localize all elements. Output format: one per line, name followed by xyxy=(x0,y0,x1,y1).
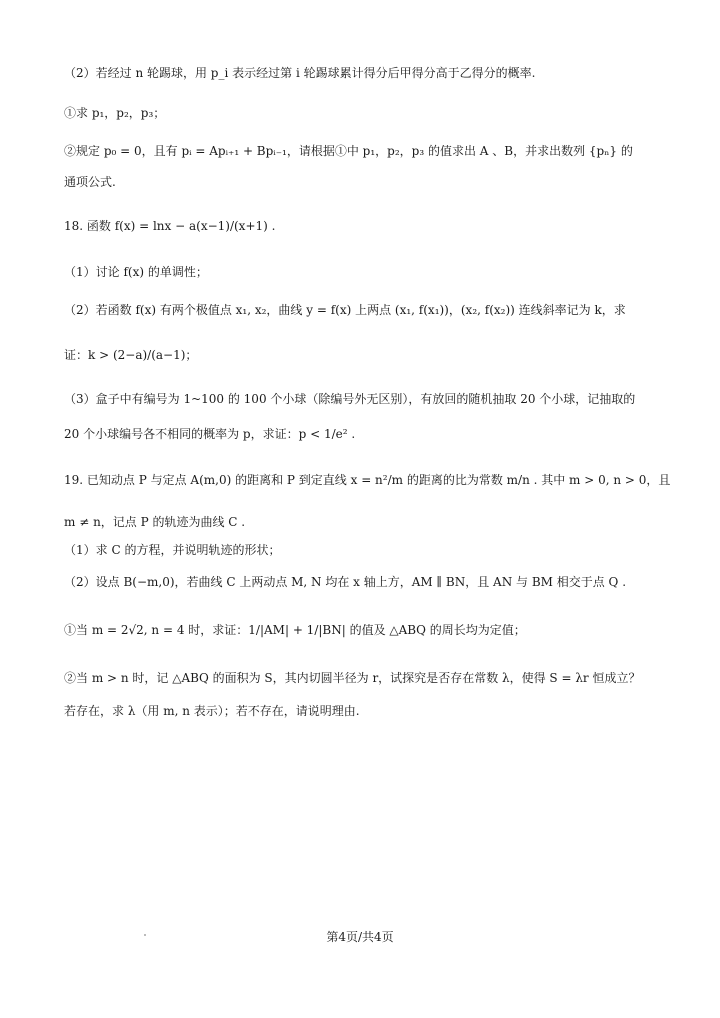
q17-part2-sub2-cont: 通项公式. xyxy=(64,175,116,189)
page-footer: 第4页/共4页 xyxy=(326,930,394,944)
q18-part1: （1）讨论 f(x) 的单调性； xyxy=(64,265,208,279)
q19-part2-sub2: ②当 m > n 时，记 △ABQ 的面积为 S，其内切圆半径为 r，试探究是否存在常数 λ，使得 S = λr 恒成立？ xyxy=(64,671,641,685)
q18-part2: （2）若函数 f(x) 有两个极值点 x₁, x₂，曲线 y = f(x) 上两点 (x₁, f(x₁))，(x₂, f(x₂)) 连线斜率记为 k，求 xyxy=(64,303,626,317)
q19-part2-sub2-cont: 若存在，求 λ（用 m, n 表示）；若不存在，请说明理由. xyxy=(64,704,360,718)
q18-part3-cont: 20 个小球编号各不相同的概率为 p，求证：p < 1/e² . xyxy=(64,427,356,441)
q17-part2-sub1: ①求 p₁，p₂，p₃； xyxy=(64,106,166,120)
q19-stem-cont: m ≠ n，记点 P 的轨迹为曲线 C . xyxy=(64,515,246,529)
q18-part2-cont: 证：k > (2−a)/(a−1)； xyxy=(64,348,198,362)
q17-part2-text: （2）若经过 n 轮踢球，用 p_i 表示经过第 i 轮踢球累计得分后甲得分高于乙得分的概率. xyxy=(64,66,536,80)
q17-part2-sub2: ②规定 p₀ = 0，且有 pᵢ = Apᵢ₊₁ + Bpᵢ₋₁，请根据①中 p₁，p₂，p₃ 的值求出 A 、B，并求出数列 {pₙ} 的 xyxy=(64,144,633,158)
q19-stem: 19. 已知动点 P 与定点 A(m,0) 的距离和 P 到定直线 x = n²/m 的距离的比为常数 m/n . 其中 m > 0, n > 0，且 xyxy=(64,473,671,487)
q19-part2: （2）设点 B(−m,0)，若曲线 C 上两动点 M, N 均在 x 轴上方，AM ∥ BN，且 AN 与 BM 相交于点 Q . xyxy=(64,575,627,589)
q19-part2-sub1: ①当 m = 2√2, n = 4 时，求证：1/|AM| + 1/|BN| 的值及 △ABQ 的周长均为定值； xyxy=(64,623,526,637)
q18-part3: （3）盒子中有编号为 1~100 的 100 个小球（除编号外无区别），有放回的随机抽取 20 个小球，记抽取的 xyxy=(64,392,636,406)
q19-part1: （1）求 C 的方程，并说明轨迹的形状； xyxy=(64,543,281,557)
q18-stem: 18. 函数 f(x) = lnx − a(x−1)/(x+1) . xyxy=(64,219,276,233)
